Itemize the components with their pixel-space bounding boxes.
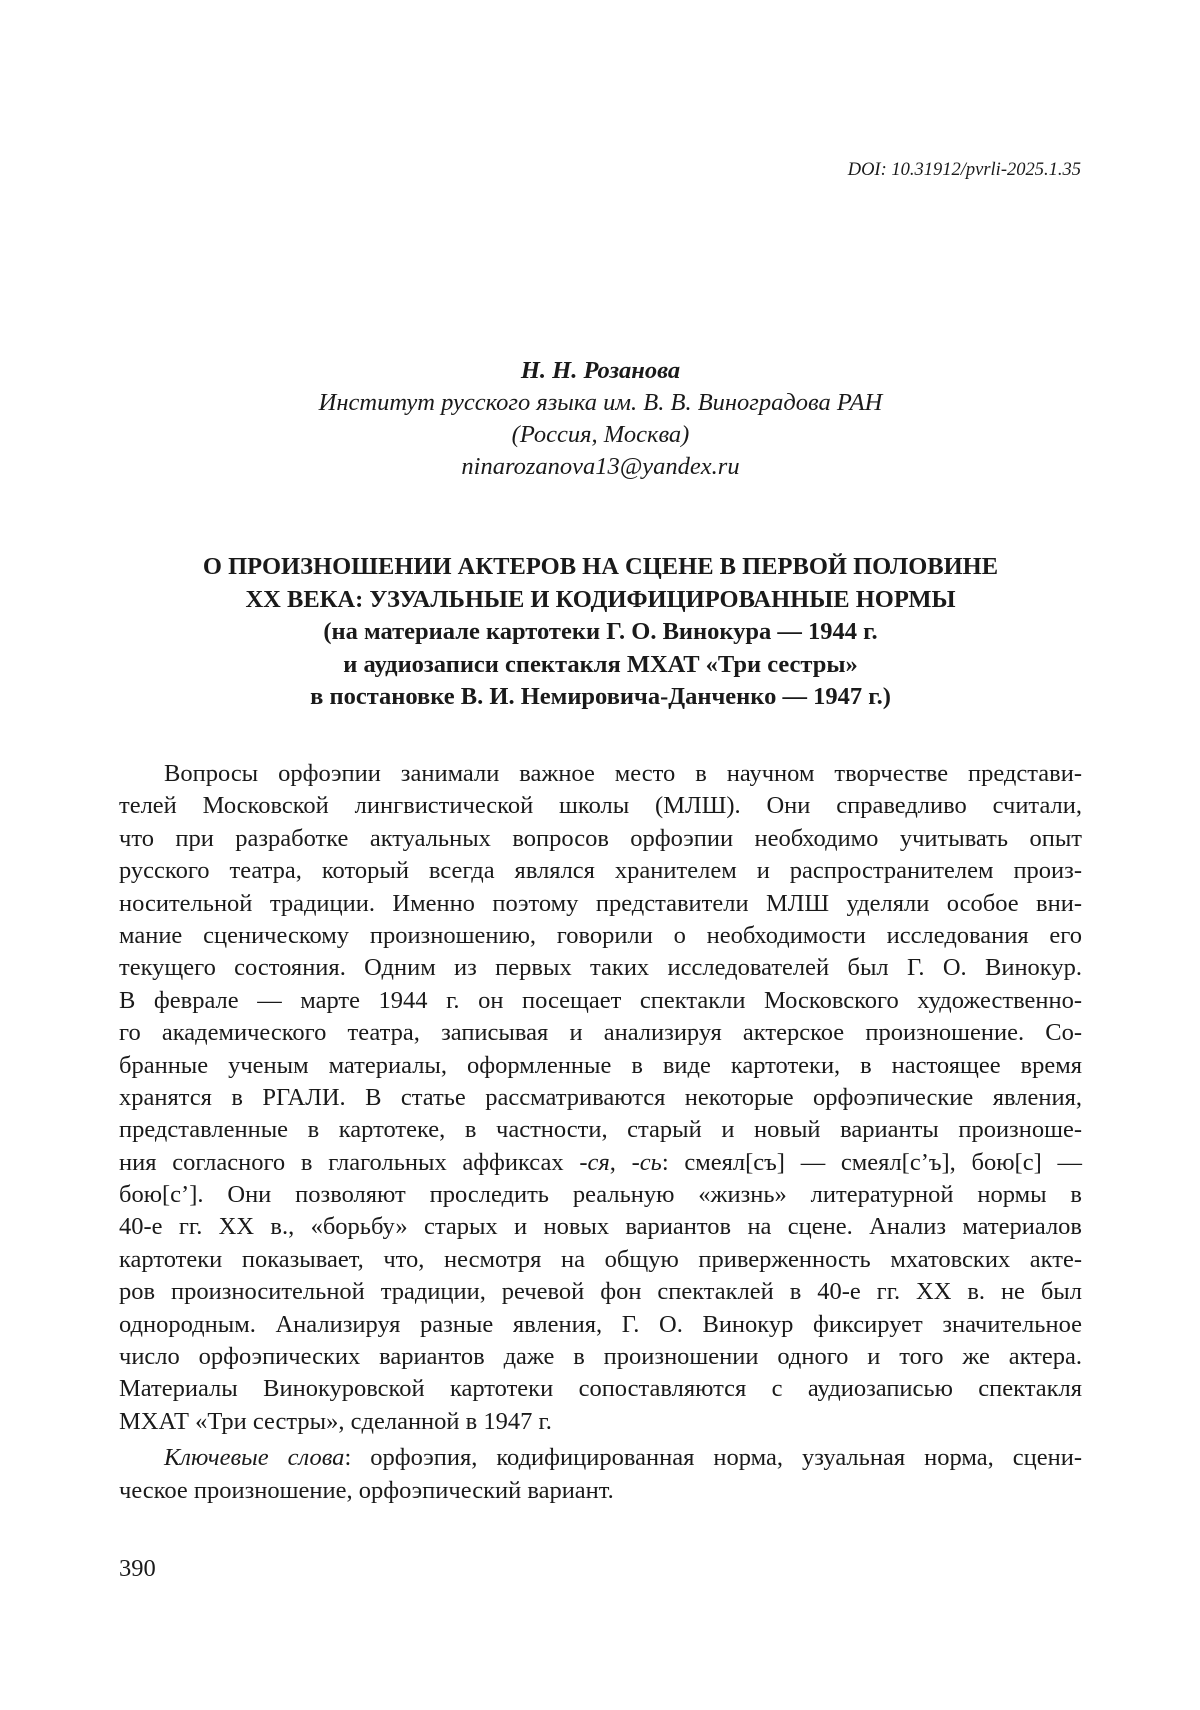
- title-line: и аудиозаписи спектакля МХАТ «Три сестры»: [343, 650, 858, 678]
- abstract-line: однородным. Анализируя разные явления, Г. О. Винокур фиксирует значительное: [119, 1310, 1082, 1338]
- abstract-line: телей Московской лингвистической школы (МЛШ). Они справедливо считали,: [119, 792, 1082, 820]
- author-location: (Россия, Москва): [511, 421, 690, 448]
- author-name: Н. Н. Розанова: [520, 357, 681, 384]
- abstract-line: русского театра, который всегда являлся хранителем и распространителем произ-: [119, 857, 1082, 885]
- abstract-line: 40-е гг. XX в., «борьбу» старых и новых вариантов на сцене. Анализ материалов: [119, 1213, 1082, 1241]
- keywords-list: : орфоэпия, кодифицированная норма, узуальная норма, сцени-: [344, 1444, 1082, 1472]
- abstract-line: бранные ученым материалы, оформленные в виде картотеки, в настоящее время: [119, 1051, 1082, 1079]
- abstract-line: мание сценическому произношению, говорили о необходимости исследования его: [119, 921, 1082, 949]
- abstract-line: носительной традиции. Именно поэтому представители МЛШ уделяли особое вни-: [119, 889, 1082, 917]
- article-title: [119, 551, 1082, 714]
- abstract-line: ров произносительной традиции, речевой фон спектаклей в 40-е гг. XX в. не был: [119, 1278, 1082, 1306]
- abstract-line: представленные в картотеке, в частности, старый и новый варианты произноше-: [119, 1116, 1082, 1144]
- abstract-line: Материалы Винокуровской картотеки сопоставляются с аудиозаписью спектакля: [119, 1375, 1082, 1403]
- abstract-line: В феврале — марте 1944 г. он посещает спектакли Московского художественно-: [119, 986, 1082, 1014]
- title-line: XX ВЕКА: УЗУАЛЬНЫЕ И КОДИФИЦИРОВАННЫЕ НОРМЫ: [245, 585, 956, 613]
- title-line: (на материале картотеки Г. О. Винокура — 1944 г.: [323, 618, 878, 645]
- abstract-line: МХАТ «Три сестры», сделанной в 1947 г.: [119, 1407, 552, 1435]
- author-affiliation: Институт русского языка им. В. В. Виноградова РАН: [318, 389, 883, 416]
- abstract-line: число орфоэпических вариантов даже в произношении одного и того же актера.: [119, 1343, 1082, 1371]
- affix-sya: -ся: [579, 1148, 610, 1176]
- abstract-line: бою[с’]. Они позволяют проследить реальную «жизнь» литературной нормы в: [119, 1181, 1082, 1209]
- abstract-line: текущего состояния. Одним из первых таких исследователей был Г. О. Винокур.: [119, 954, 1082, 982]
- keywords-line: [119, 1442, 1082, 1474]
- abstract-line: го академического театра, записывая и анализируя актерское произношение. Со-: [119, 1019, 1082, 1047]
- abstract-line: что при разработке актуальных вопросов орфоэпии необходимо учитывать опыт: [119, 824, 1082, 852]
- page-number: 390: [119, 1555, 156, 1582]
- affix-s: -сь: [631, 1148, 662, 1176]
- author-block: [119, 355, 1082, 483]
- abstract-line: Вопросы орфоэпии занимали важное место в научном творчестве представи-: [164, 760, 1082, 787]
- keywords-label: Ключевые слова: [164, 1444, 345, 1472]
- abstract-text: ния согласного в глагольных аффиксах: [119, 1148, 580, 1176]
- author-email[interactable]: ninarozanova13@yandex.ru: [461, 453, 740, 480]
- abstract-line: [119, 1147, 1082, 1179]
- keywords-line: ческое произношение, орфоэпический вариант.: [119, 1476, 614, 1504]
- abstract-line: хранятся в РГАЛИ. В статье рассматриваются некоторые орфоэпические явления,: [119, 1083, 1082, 1111]
- doi-identifier: DOI: 10.31912/pvrli-2025.1.35: [847, 160, 1081, 180]
- abstract-text: ,: [609, 1148, 632, 1176]
- abstract-text: : смеял[съ] — смеял[с’ъ], бою[с] —: [661, 1148, 1082, 1176]
- abstract-line: картотеки показывает, что, несмотря на общую приверженность мхатовских акте-: [119, 1245, 1082, 1273]
- abstract: [119, 758, 1082, 1507]
- title-line: в постановке В. И. Немировича-Данченко — 1947 г.): [310, 683, 891, 710]
- title-line: О ПРОИЗНОШЕНИИ АКТЕРОВ НА СЦЕНЕ В ПЕРВОЙ ПОЛОВИНЕ: [202, 553, 999, 580]
